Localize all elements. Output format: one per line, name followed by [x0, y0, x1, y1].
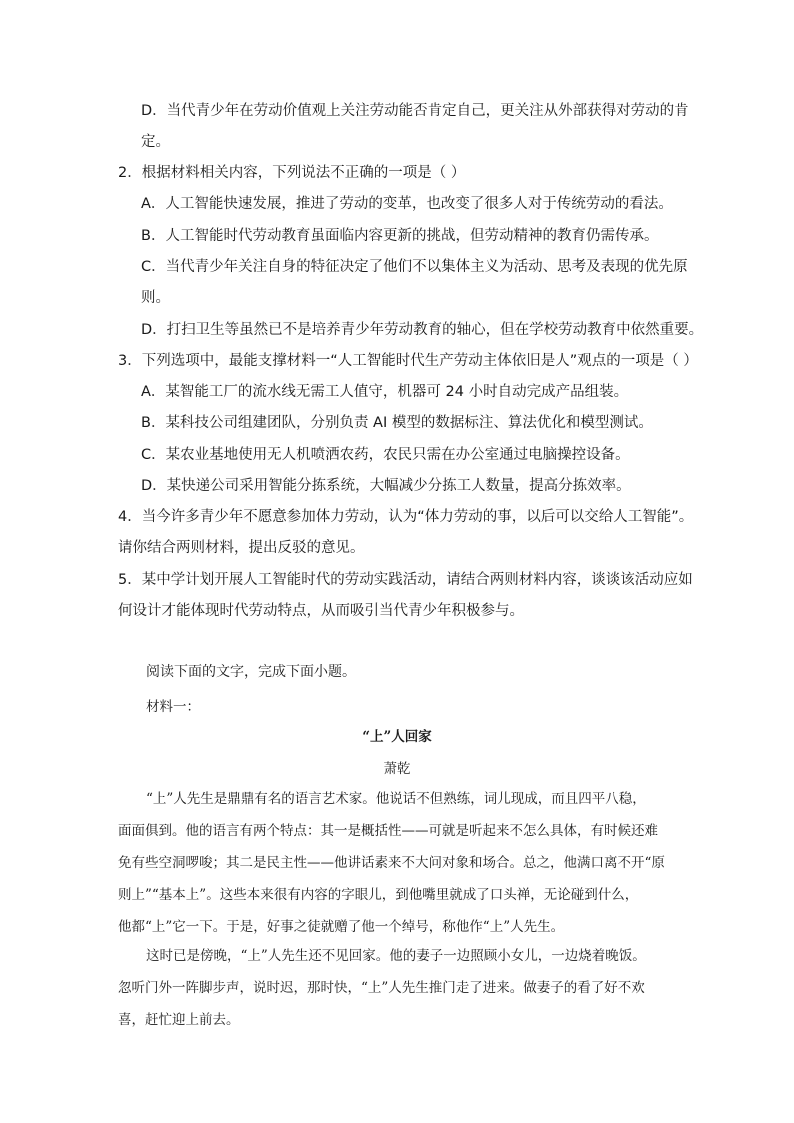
q3-stem: 3．下列选项中，最能支撑材料一“人工智能时代生产劳动主体依旧是人”观点的一项是（ ）: [118, 353, 698, 369]
q4-line1: 4．当今许多青少年不愿意参加体力劳动，认为“体力劳动的事，以后可以交给人工智能”。: [118, 509, 694, 525]
q3-option-a: A．某智能工厂的流水线无需工人值守，机器可 24 小时自动完成产品组装。: [141, 384, 629, 400]
q2-option-a: A．人工智能快速发展，推进了劳动的变革，也改变了很多人对于传统劳动的看法。: [141, 196, 673, 212]
story-author: 萧乾: [383, 761, 411, 777]
paragraph-1-line-5: 他都“上”它一下。于是，好事之徒就赠了他一个绰号，称他作“上”人先生。: [118, 919, 565, 935]
material-label: 材料一：: [146, 699, 200, 715]
paragraph-1-line-1: “上”人先生是鼎鼎有名的语言艺术家。他说话不但熟练，词儿现成，而且四平八稳，: [146, 791, 646, 807]
q4-line2: 请你结合两则材料，提出反驳的意见。: [118, 540, 365, 556]
q1-option-d-line2: 定。: [141, 134, 170, 150]
q1-option-d-line1: D．当代青少年在劳动价值观上关注劳动能否肯定自己，更关注从外部获得对劳动的肯: [141, 103, 689, 119]
q2-option-b: B．人工智能时代劳动教育虽面临内容更新的挑战，但劳动精神的教育仍需传承。: [141, 228, 659, 244]
paragraph-2-line-1: 这时已是傍晚，“上”人先生还不见回家。他的妻子一边照顾小女儿，一边烧着晚饭。: [146, 948, 646, 964]
paragraph-2-line-2: 忽听门外一阵脚步声，说时迟，那时快，“上”人先生推门走了进来。做妻子的看了好不欢: [118, 980, 645, 996]
q2-stem: 2．根据材料相关内容，下列说法不正确的一项是（ ）: [118, 165, 466, 181]
story-title: “上”人回家: [362, 729, 432, 745]
paragraph-2-line-3: 喜，赶忙迎上前去。: [118, 1012, 240, 1028]
q5-line1: 5．某中学计划开展人工智能时代的劳动实践活动，请结合两则材料内容，谈谈该活动应如: [118, 572, 693, 588]
q2-option-c: [141, 257, 688, 308]
q5-line2: 何设计才能体现时代劳动特点，从而吸引当代青少年积极参与。: [118, 603, 524, 619]
q2-option-d: D．打扫卫生等虽然已不是培养青少年劳动教育的轴心，但在学校劳动教育中依然重要。: [141, 322, 704, 338]
reading-instruction: 阅读下面的文字，完成下面小题。: [146, 664, 356, 680]
q2-option-c-line1: C．当代青少年关注自身的特征决定了他们不以集体主义为活动、思考及表现的优先原: [141, 259, 688, 275]
paragraph-1-line-2: 面面俱到。他的语言有两个特点：其一是概括性——可就是听起来不怎么具体，有时候还难: [118, 823, 658, 839]
q4-question: [118, 507, 694, 558]
q3-option-b: B．某科技公司组建团队，分别负责 AI 模型的数据标注、算法优化和模型测试。: [141, 415, 653, 431]
q5-question: [118, 570, 693, 621]
q3-option-c: C．某农业基地使用无人机喷洒农药，农民只需在办公室通过电脑操控设备。: [141, 447, 630, 463]
q3-option-d: D．某快递公司采用智能分拣系统，大幅减少分拣工人数量，提高分拣效率。: [141, 478, 631, 494]
paragraph-1-line-4: 则上”“基本上”。这些本来很有内容的字眼儿，到他嘴里就成了口头禅，无论碰到什么，: [118, 887, 639, 903]
paragraph-1-line-3: 免有些空洞啰唆；其二是民主性——他讲话素来不大问对象和场合。总之，他满口离不开“原: [118, 855, 665, 871]
q1-option-d: [141, 101, 689, 152]
q2-option-c-line2: 则。: [141, 290, 170, 306]
